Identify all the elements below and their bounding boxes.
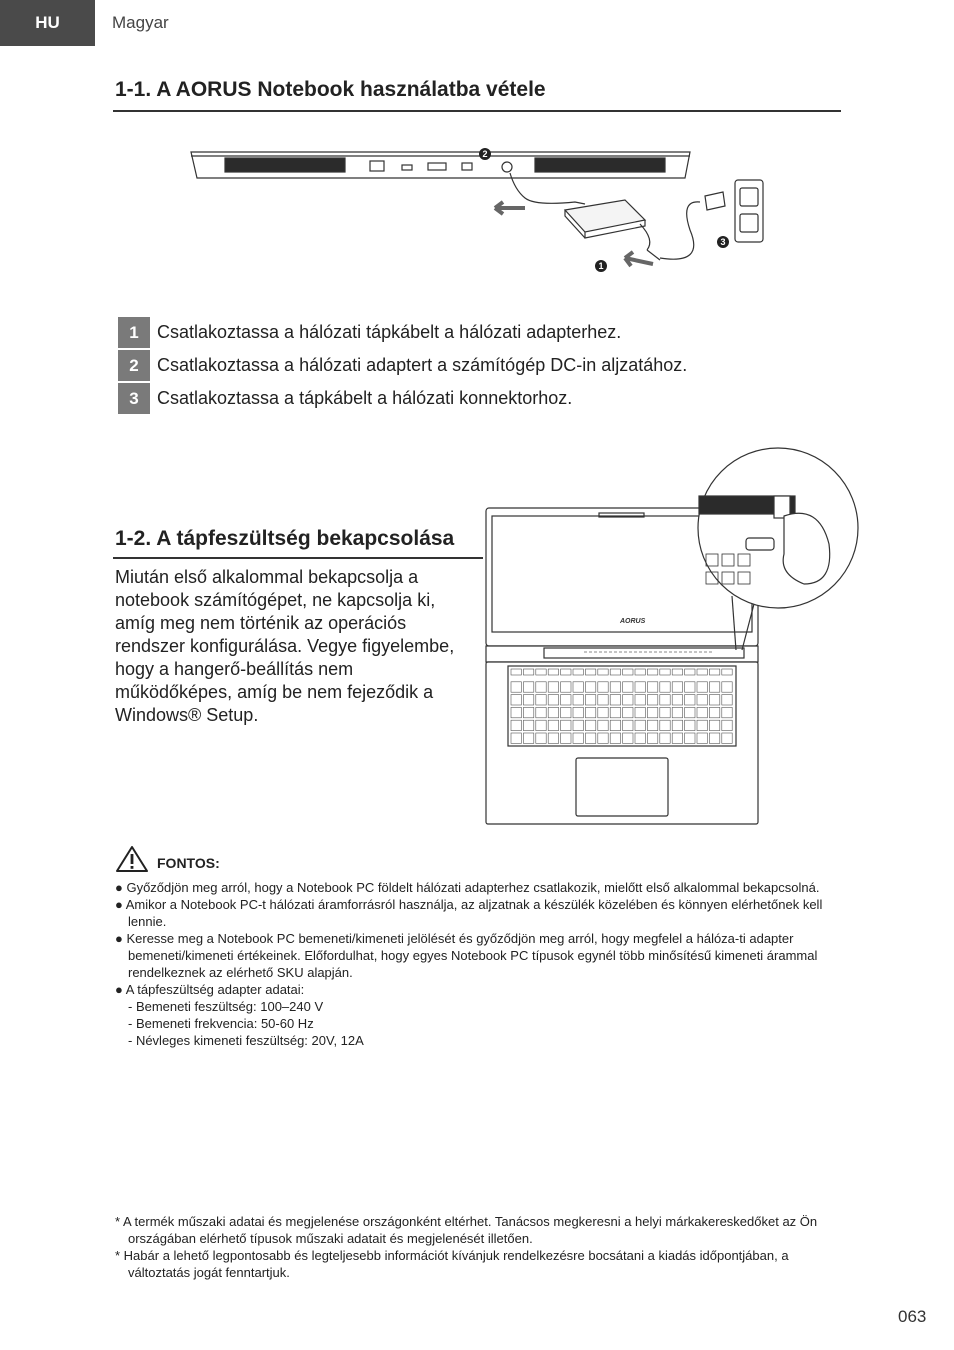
note-bullet: ● A tápfeszültség adapter adatai: (115, 982, 305, 997)
aorus-logo: AORUS (620, 618, 646, 625)
language-name: Magyar (112, 13, 169, 32)
step-item (118, 350, 687, 381)
important-label: FONTOS: (157, 855, 220, 871)
section-2-divider (113, 557, 483, 559)
connection-steps-list (118, 317, 687, 416)
note-bullet: ● Keresse meg a Notebook PC bemeneti/kimeneti jelölését és győződjön meg arról, hogy megfelel a hálóza-ti adapter bemeneti/kimeneti értékeinek. Előfordulhat, hogy egyes Notebook PC típusok egynél több minősítésű kimeneti árammal rendelkeznek az elérhető SKU alapján. (115, 931, 818, 980)
section-1-divider (113, 110, 841, 112)
important-notes (115, 879, 835, 1049)
callout-1: 1 (598, 261, 604, 271)
laptop-power-button-illustration (484, 444, 860, 828)
adapter-spec: - Bemeneti feszültség: 100–240 V (128, 999, 324, 1014)
adapter-spec: - Bemeneti frekvencia: 50-60 Hz (128, 1016, 314, 1031)
step-number: 3 (118, 383, 150, 414)
power-connection-illustration (185, 140, 775, 290)
step-text: Csatlakoztassa a hálózati adaptert a számítógép DC-in aljzatához. (157, 355, 688, 375)
warning-icon (115, 845, 149, 873)
footnote: * A termék műszaki adatai és megjelenése országonként eltérhet. Tanácsos megkeresni a helyi márkakereskedőket az Ön országában elérhető típusok műszaki adatait és megjelenését illetően. (115, 1214, 818, 1246)
section-1-title: 1-1. A AORUS Notebook használatba vétele (115, 78, 546, 101)
section-2-title: 1-2. A tápfeszültség bekapcsolása (115, 527, 455, 550)
footnotes (115, 1213, 845, 1281)
step-text: Csatlakoztassa a tápkábelt a hálózati konnektorhoz. (157, 388, 573, 408)
page-number: 063 (898, 1307, 927, 1326)
step-text: Csatlakoztassa a hálózati tápkábelt a hálózati adapterhez. (157, 322, 622, 342)
important-notice-header (115, 845, 220, 873)
note-bullet: ● Győződjön meg arról, hogy a Notebook PC földelt hálózati adapterhez csatlakozik, mielőtt első alkalommal bekapcsolná. (115, 880, 820, 895)
power-on-paragraph: Miután első alkalommal bekapcsolja a notebook számítógépet, ne kapcsolja ki, amíg meg nem történik az operációs rendszer konfigurálása. Vegye figyelembe, hogy a hangerő-beállítás nem működőképes, amíg be nem fejeződik a Windows® Setup. (115, 567, 455, 725)
note-bullet: ● Amikor a Notebook PC-t hálózati áramforrásról használja, az aljzatnak a készülék közelében és könnyen elérhetőnek kell lennie. (115, 897, 823, 929)
adapter-spec: - Névleges kimeneti feszültség: 20V, 12A (128, 1033, 364, 1048)
footnote: * Habár a lehető legpontosabb és legteljesebb információt kívánjuk rendelkezésre bocsátani a kiadás időpontjában, a változtatás jogát fenntartjuk. (115, 1248, 789, 1280)
step-item (118, 317, 687, 348)
step-number: 2 (118, 350, 150, 381)
callout-3: 3 (720, 237, 726, 247)
step-number: 1 (118, 317, 150, 348)
language-tab: HU (0, 0, 95, 46)
callout-2: 2 (482, 149, 488, 159)
step-item (118, 383, 687, 414)
